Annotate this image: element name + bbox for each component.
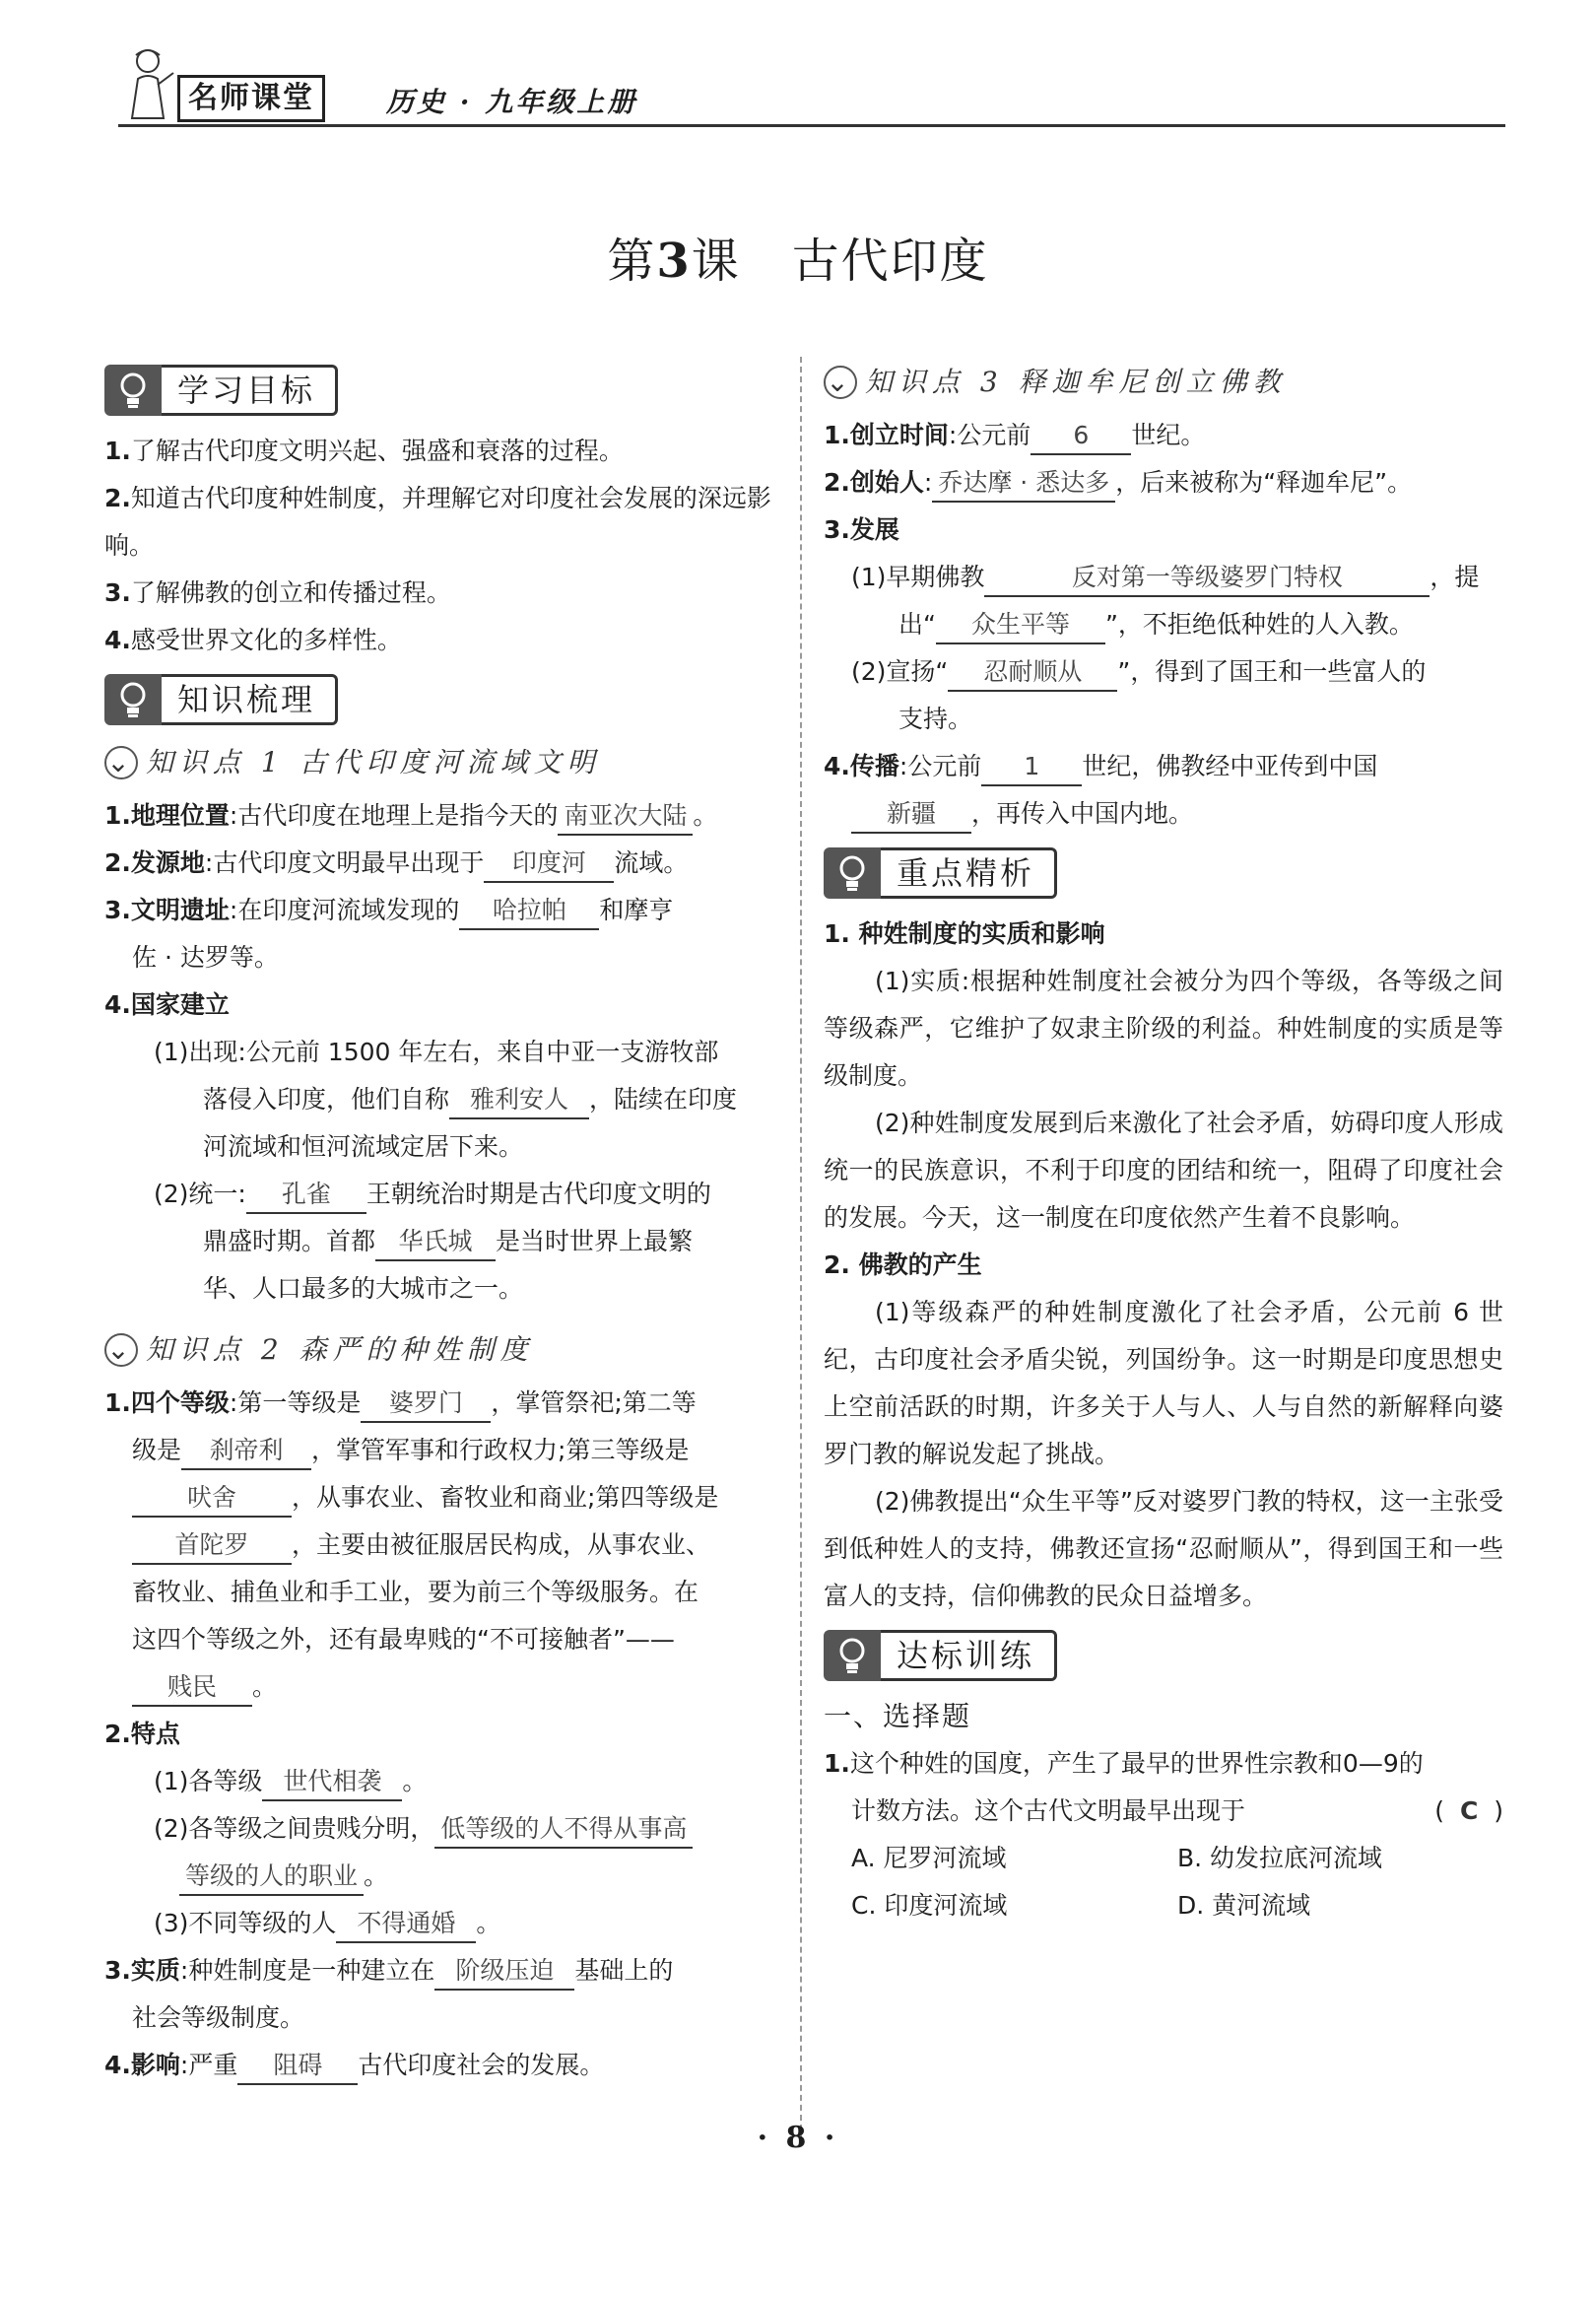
answer-blank: 刹帝利 [181, 1433, 311, 1470]
answer-blank: 新疆 [851, 796, 971, 834]
answer-blank: 世代相袭 [262, 1764, 402, 1801]
kp2-item-2: 2.特点 [104, 1720, 180, 1748]
kp1-item-3-cont: 佐 · 达罗等。 [132, 943, 279, 972]
option-b[interactable]: B. 幼发拉底河流域 [1177, 1844, 1383, 1872]
option-a[interactable]: A. 尼罗河流域 [851, 1844, 1007, 1872]
answer-blank: 阶级压迫 [434, 1953, 574, 1991]
focus-section-header [824, 847, 1503, 899]
lesson-title [0, 223, 1596, 291]
answer-blank: 华氏城 [375, 1224, 496, 1261]
answer-blank: 南亚次大陆 [558, 798, 693, 836]
goals-section-header [104, 365, 784, 416]
focus-paragraph: (1)等级森严的种姓制度激化了社会矛盾，公元前 6 世纪，古印度社会矛盾尖锐，列国纷争。这一时期是印度思想史上空前活跃的时期，许多关于人与人、人与自然的新解释向婆罗门教的解说发起了挑战。 [824, 1298, 1503, 1468]
lightbulb-icon [104, 365, 162, 416]
answer-blank: 印度河 [484, 845, 614, 883]
answer-blank: 反对第一等级婆罗门特权 [984, 560, 1430, 597]
answer-blank: 忍耐顺从 [948, 654, 1117, 692]
answer-blank: 1 [981, 749, 1082, 786]
lightbulb-icon [824, 847, 881, 899]
answer-blank: 低等级的人不得从事高 [434, 1811, 693, 1849]
answer-bracket: ( C ) [1434, 1796, 1503, 1825]
review-section-header [104, 674, 784, 725]
goal-item: 2.知道古代印度种姓制度，并理解它对印度社会发展的深远影响。 [104, 484, 771, 560]
book-subtitle: 历史 · 九年级上册 [386, 86, 638, 118]
kp2-item-4: 4.影响:严重 阻碍 古代印度社会的发展。 [104, 2042, 784, 2089]
question-1: 1.这个种姓的国度，产生了最早的世界性宗教和0—9的 [824, 1749, 1424, 1778]
header-rule [118, 124, 1505, 127]
option-d[interactable]: D. 黄河流域 [1177, 1891, 1311, 1920]
lightbulb-icon [104, 674, 162, 725]
answer-blank: 阻碍 [237, 2048, 358, 2085]
kp1-item-4: 4.国家建立 [104, 990, 230, 1019]
focus-paragraph: (2)佛教提出“众生平等”反对婆罗门教的特权，这一主张受到低种姓人的支持，佛教还宣扬“忍耐顺从”，得到国王和一些富人的支持，信仰佛教的民众日益增多。 [824, 1487, 1503, 1610]
answer-blank: 乔达摩 · 悉达多 [932, 465, 1115, 503]
goal-item: 4.感受世界文化的多样性。 [104, 626, 402, 654]
column-divider [800, 357, 802, 2140]
answer-blank: 哈拉帕 [459, 893, 599, 930]
training-title: 达标训练 [881, 1630, 1057, 1681]
answer-blank: 吠舍 [132, 1480, 292, 1518]
kp1-item-3: 3.文明遗址:在印度河流域发现的 哈拉帕 和摩亨 [104, 887, 784, 934]
choice-heading: 一、选择题 [824, 1700, 972, 1732]
kp2-item-3: 3.实质:种姓制度是一种建立在 阶级压迫 基础上的 [104, 1947, 784, 1994]
knowledge-point-2-title: ⌄ 知识点 2 森严的种姓制度 [104, 1326, 784, 1374]
chevron-down-icon: ⌄ [104, 1333, 138, 1367]
focus-heading-1: 1. 种姓制度的实质和影响 [824, 919, 1105, 948]
focus-paragraph: (2)种姓制度发展到后来激化了社会矛盾，妨碍印度人形成统一的民族意识，不利于印度的团结和统一，阻碍了印度社会的发展。今天，这一制度在印度依然产生着不良影响。 [824, 1109, 1503, 1232]
lesson-prefix: 第 [607, 234, 657, 289]
teacher-figure-icon [118, 45, 177, 120]
review-title: 知识梳理 [162, 674, 338, 725]
training-section-header [824, 1630, 1503, 1681]
chevron-down-icon: ⌄ [824, 366, 857, 399]
page-number: · 8 · [757, 2121, 839, 2155]
kp3-item-2: 2.创始人: 乔达摩 · 悉达多 ，后来被称为“释迦牟尼”。 [824, 459, 1503, 507]
goals-title: 学习目标 [162, 365, 338, 416]
goal-item: 3.了解佛教的创立和传播过程。 [104, 578, 451, 607]
goal-item: 1.了解古代印度文明兴起、强盛和衰落的过程。 [104, 437, 624, 465]
knowledge-point-3-title: ⌄ 知识点 3 释迦牟尼创立佛教 [824, 359, 1503, 406]
kp3-item-1: 1.创立时间:公元前 6 世纪。 [824, 412, 1503, 459]
focus-title: 重点精析 [881, 847, 1057, 899]
answer-blank: 等级的人的职业 [179, 1859, 364, 1896]
answer-blank: 雅利安人 [449, 1082, 589, 1119]
kp1-item-4-sub1: (1)出现:公元前 1500 年左右，来自中亚一支游牧部 落侵入印度，他们自称 雅利安人 ，陆续在印度 河流域和恒河流域定居下来。 [154, 1038, 738, 1161]
answer-blank: 不得通婚 [336, 1906, 476, 1943]
focus-heading-2: 2. 佛教的产生 [824, 1250, 982, 1279]
answer-blank: 贱民 [132, 1669, 252, 1707]
focus-paragraph: (1)实质:根据种姓制度社会被分为四个等级，各等级之间等级森严，它维护了奴隶主阶级的利益。种姓制度的实质是等级制度。 [824, 967, 1503, 1090]
lesson-number: 3 [656, 234, 692, 289]
lightbulb-icon [824, 1630, 881, 1681]
kp1-item-2: 2.发源地:古代印度文明最早出现于 印度河 流域。 [104, 840, 784, 887]
answer-blank: 众生平等 [936, 607, 1105, 644]
answer-blank: 首陀罗 [132, 1527, 292, 1565]
chevron-down-icon: ⌄ [104, 746, 138, 779]
knowledge-point-1-title: ⌄ 知识点 1 古代印度河流域文明 [104, 739, 784, 786]
left-column: 学习目标 1.了解古代印度文明兴起、强盛和衰落的过程。 2.知道古代印度种姓制度，并理解它对印度社会发展的深远影响。 3.了解佛教的创立和传播过程。 4.感受世界文化的多样性。 知识梳理 ⌄ 知识点 1 古代印度河流域文明 1.地理位置:古代印度在地理上是指今天的 南亚次大陆 。 2.发源地:古代印度文明最早出现于 印度河 流域。 3.文明遗址:在印度河流域发现的 哈拉帕 和摩亨 佐 · 达罗等。 4.国家建立 (1)出现:公元前 1500 年左右，来自中亚一支游牧部 落侵入印度，他们自称 雅利安人 ，陆续在印度 河流域和恒河流域定居下来。 (2)统一: 孔雀 王朝统治时期是古代印度文明的 鼎盛时期。首都 华氏城 是当时世界上最繁 华、人口最多的大城市之一。 ⌄ 知识点 2 森严的种姓制度 1.四个等级:第一等级是 婆罗门 ，掌管祭祀;第二等 级是 刹帝利 ，掌管军事和行政权力;第三等级是 吠舍 ，从事农业、畜牧业和商业;第四等级是 首陀罗 ，主要由被征服居民构成，从事农业、 畜牧业、捕鱼业和手工业，要为前三个等级服务。在 这四个等级之外，还有最卑贱的“不可接触者”—— 贱民 。 2.特点 (1)各等级 世代相袭 。 (2)各等级之间贵贱分明， 低等级的人不得从事高 等级的人的职业 。 (3)不同等级的人 不得通婚 。 3.实质:种姓制度是一种建立在 阶级压迫 基础上的 社会等级制度。 4.影响:严重 阻碍 古代印度社会的发展。 [104, 355, 784, 2089]
brand-logo: 名师课堂 [177, 75, 325, 122]
kp1-item-4-sub2: (2)统一: 孔雀 王朝统治时期是古代印度文明的 鼎盛时期。首都 华氏城 是当时世界上最繁 华、人口最多的大城市之一。 [104, 1171, 784, 1313]
answer-blank: 婆罗门 [361, 1386, 491, 1423]
option-c[interactable]: C. 印度河流域 [851, 1891, 1008, 1920]
right-column: ⌄ 知识点 3 释迦牟尼创立佛教 1.创立时间:公元前 6 世纪。 2.创始人: 乔达摩 · 悉达多 ，后来被称为“释迦牟尼”。 3.发展 (1)早期佛教 反对第一等级婆罗门特权 ，提 出“ 众生平等 ”，不拒绝低种姓的人入教。 (2)宣扬“ 忍耐顺从 ”，得到了国王和一些富人的 支持。 4.传播:公元前 1 世纪，佛教经中亚传到中国 新疆 ，再传入中国内地。 重点精析 1. 种姓制度的实质和影响 (1)实质:根据种姓制度社会被分为四个等级，各等级之间等级森严，它维护了奴隶主阶级的利益。种姓制度的实质是等级制度。 (2)种姓制度发展到后来激化了社会矛盾，妨碍印度人形成统一的民族意识，不利于印度的团结和统一，阻碍了印度社会的发展。今天，这一制度在印度依然产生着不良影响。 2. 佛教的产生 (1)等级森严的种姓制度激化了社会矛盾，公元前 6 世纪，古印度社会矛盾尖锐，列国纷争。这一时期是印度思想史上空前活跃的时期，许多关于人与人、人与自然的新解释向婆罗门教的解说发起了挑战。 (2)佛教提出“众生平等”反对婆罗门教的特权，这一主张受到低种姓人的支持，佛教还宣扬“忍耐顺从”，得到国王和一些富人的支持，信仰佛教的民众日益增多。 达标训练 一、选择题 1.这个种姓的国度，产生了最早的世界性宗教和0—9的 计数方法。这个古代文明最早出现于 ( C ) A. 尼罗河流域 B. 幼发拉底河流域 C. 印度河流域 D. 黄河流域 [824, 355, 1503, 1929]
kp2-item-1: 1.四个等级:第一等级是 婆罗门 ，掌管祭祀;第二等 [104, 1380, 784, 1427]
lesson-suffix: 课 [691, 234, 741, 289]
kp1-item-1: 1.地理位置:古代印度在地理上是指今天的 南亚次大陆 。 [104, 792, 784, 840]
answer-blank: 6 [1031, 418, 1131, 455]
lesson-name: 古代印度 [791, 234, 989, 289]
page-header [118, 39, 1505, 124]
answer-blank: 孔雀 [246, 1177, 366, 1214]
kp3-item-4: 4.传播:公元前 1 世纪，佛教经中亚传到中国 [824, 743, 1503, 790]
kp3-item-3: 3.发展 [824, 515, 899, 544]
